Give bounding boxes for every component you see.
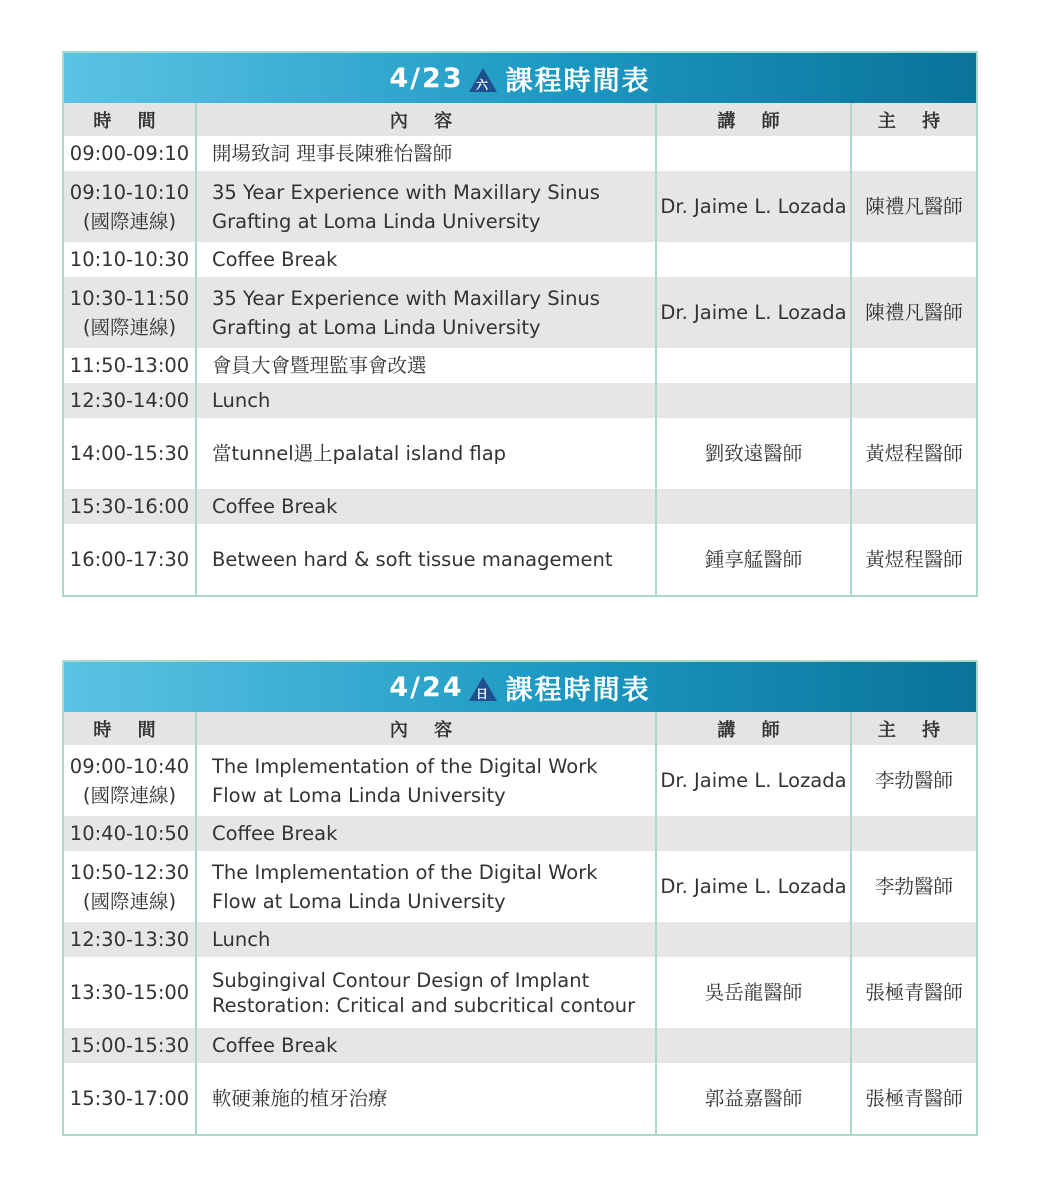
- row-time-note: (國際連線): [82, 209, 177, 233]
- row-host: [851, 1028, 976, 1063]
- header-time: 時 間: [64, 103, 196, 136]
- schedule-banner: [64, 53, 976, 103]
- table-header-row: [64, 712, 976, 745]
- row-content-line-2: Grafting at Loma Linda University: [212, 315, 541, 339]
- weekday-badge-icon: [468, 67, 498, 93]
- banner-title: 課程時間表: [505, 65, 651, 97]
- table-row: [64, 1028, 976, 1063]
- row-content: Lunch: [196, 922, 656, 957]
- row-host: [851, 922, 976, 957]
- table-row: [64, 242, 976, 277]
- row-content-line-2: Flow at Loma Linda University: [212, 783, 506, 807]
- row-content: 軟硬兼施的植牙治療: [196, 1063, 656, 1134]
- row-speaker: [656, 383, 851, 418]
- row-content: 當tunnel遇上palatal island flap: [196, 418, 656, 489]
- row-speaker: Dr. Jaime L. Lozada: [656, 277, 851, 348]
- header-time: 時 間: [64, 712, 196, 745]
- row-content: 會員大會暨理監事會改選: [196, 348, 656, 383]
- header-content: 內 容: [196, 103, 656, 136]
- row-host: [851, 816, 976, 851]
- row-content: Between hard & soft tissue management: [196, 524, 656, 595]
- table-row: [64, 957, 976, 1028]
- row-content-cell: [196, 277, 656, 348]
- row-time-note: (國際連線): [82, 783, 177, 807]
- row-content: 開場致詞 理事長陳雅怡醫師: [196, 136, 656, 171]
- weekday-badge-text: 日: [475, 687, 490, 701]
- schedule-day-2: [62, 660, 978, 1136]
- header-speaker: 講 師: [656, 712, 851, 745]
- table-row: [64, 277, 976, 348]
- weekday-badge-icon: [468, 676, 498, 702]
- row-content: Coffee Break: [196, 489, 656, 524]
- row-host: 黃煜程醫師: [851, 524, 976, 595]
- row-content-line-2: Restoration: Critical and subcritical contour: [212, 993, 636, 1017]
- schedule-table: [64, 103, 976, 595]
- weekday-badge-text: 六: [475, 78, 490, 92]
- row-content: The Implementation of the Digital Work: [212, 754, 598, 778]
- banner-date: 4/23: [389, 62, 464, 94]
- row-time: 10:10-10:30: [64, 242, 196, 277]
- table-row: [64, 524, 976, 595]
- row-speaker: [656, 136, 851, 171]
- row-host: 張極青醫師: [851, 957, 976, 1028]
- banner-date: 4/24: [389, 671, 464, 703]
- table-header-row: [64, 103, 976, 136]
- row-time-cell: [64, 851, 196, 922]
- row-speaker: [656, 489, 851, 524]
- row-content: 35 Year Experience with Maxillary Sinus: [212, 180, 600, 204]
- table-row: [64, 745, 976, 816]
- row-time-cell: [64, 277, 196, 348]
- table-row: [64, 136, 976, 171]
- row-speaker: 吳岳龍醫師: [656, 957, 851, 1028]
- table-row: [64, 1063, 976, 1134]
- row-speaker: [656, 348, 851, 383]
- row-time: 12:30-14:00: [64, 383, 196, 418]
- row-content: 35 Year Experience with Maxillary Sinus: [212, 286, 600, 310]
- table-row: [64, 418, 976, 489]
- row-time: 09:00-10:40: [69, 754, 190, 778]
- row-content-line-2: Grafting at Loma Linda University: [212, 209, 541, 233]
- header-content: 內 容: [196, 712, 656, 745]
- table-row: [64, 816, 976, 851]
- row-host: 李勃醫師: [851, 851, 976, 922]
- row-host: 李勃醫師: [851, 745, 976, 816]
- table-row: [64, 489, 976, 524]
- row-content: Subgingival Contour Design of Implant: [212, 968, 590, 992]
- row-time: 10:30-11:50: [69, 286, 190, 310]
- schedule-table: [64, 712, 976, 1134]
- schedule-day-1: [62, 51, 978, 597]
- row-time-note: (國際連線): [82, 889, 177, 913]
- row-content-cell: [196, 745, 656, 816]
- row-host: 黃煜程醫師: [851, 418, 976, 489]
- row-time: 16:00-17:30: [64, 524, 196, 595]
- row-time: 13:30-15:00: [64, 957, 196, 1028]
- table-row: [64, 383, 976, 418]
- row-host: 張極青醫師: [851, 1063, 976, 1134]
- row-content: Lunch: [196, 383, 656, 418]
- row-time: 15:30-16:00: [64, 489, 196, 524]
- row-content: Coffee Break: [196, 1028, 656, 1063]
- row-host: [851, 242, 976, 277]
- row-speaker: Dr. Jaime L. Lozada: [656, 745, 851, 816]
- row-time-note: (國際連線): [82, 315, 177, 339]
- row-time-cell: [64, 171, 196, 242]
- row-speaker: [656, 816, 851, 851]
- row-content-cell: [196, 851, 656, 922]
- row-speaker: 劉致遠醫師: [656, 418, 851, 489]
- row-speaker: [656, 922, 851, 957]
- row-time: 09:10-10:10: [69, 180, 190, 204]
- row-content: Coffee Break: [196, 242, 656, 277]
- row-speaker: 鍾享艋醫師: [656, 524, 851, 595]
- row-time-cell: [64, 745, 196, 816]
- row-host: 陳禮凡醫師: [851, 171, 976, 242]
- row-time: 12:30-13:30: [64, 922, 196, 957]
- row-speaker: [656, 1028, 851, 1063]
- row-content-line-2: Flow at Loma Linda University: [212, 889, 506, 913]
- row-host: 陳禮凡醫師: [851, 277, 976, 348]
- header-speaker: 講 師: [656, 103, 851, 136]
- row-time: 15:00-15:30: [64, 1028, 196, 1063]
- header-host: 主 持: [851, 103, 976, 136]
- row-host: [851, 383, 976, 418]
- banner-title: 課程時間表: [505, 674, 651, 706]
- row-time: 10:50-12:30: [69, 860, 190, 884]
- row-host: [851, 136, 976, 171]
- table-row: [64, 851, 976, 922]
- table-row: [64, 922, 976, 957]
- row-time: 10:40-10:50: [64, 816, 196, 851]
- header-host: 主 持: [851, 712, 976, 745]
- row-content: Coffee Break: [196, 816, 656, 851]
- row-host: [851, 489, 976, 524]
- row-speaker: 郭益嘉醫師: [656, 1063, 851, 1134]
- table-row: [64, 171, 976, 242]
- row-time: 15:30-17:00: [64, 1063, 196, 1134]
- row-content-cell: [196, 171, 656, 242]
- row-time: 14:00-15:30: [64, 418, 196, 489]
- table-row: [64, 348, 976, 383]
- row-content-cell: [196, 957, 656, 1028]
- row-content: The Implementation of the Digital Work: [212, 860, 598, 884]
- row-speaker: Dr. Jaime L. Lozada: [656, 171, 851, 242]
- row-time: 09:00-09:10: [64, 136, 196, 171]
- row-speaker: Dr. Jaime L. Lozada: [656, 851, 851, 922]
- schedule-banner: [64, 662, 976, 712]
- row-time: 11:50-13:00: [64, 348, 196, 383]
- row-speaker: [656, 242, 851, 277]
- row-host: [851, 348, 976, 383]
